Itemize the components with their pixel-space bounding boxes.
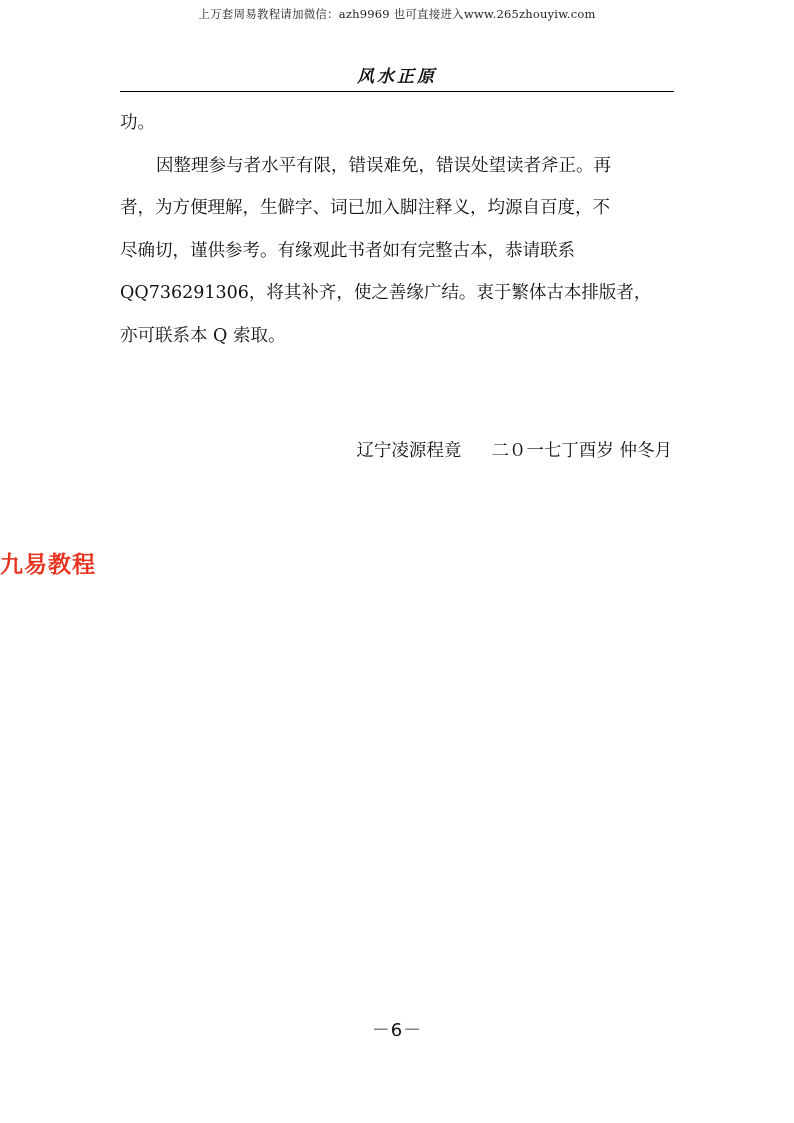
- page-number: －6－: [371, 1020, 423, 1041]
- signature-author: 辽宁凌源程竟: [356, 441, 462, 461]
- body-line: 功。: [120, 113, 155, 133]
- top-banner-ad-text: 上万套周易教程请加微信：azh9969 也可直接进入www.265zhouyiw.com: [198, 7, 596, 21]
- body-line: 因整理参与者水平有限，错误难免，错误处望读者斧正。再: [156, 155, 611, 176]
- body-line: 者，为方便理解，生僻字、词已加入脚注释义，均源自百度，不: [120, 198, 610, 218]
- signature-date: 二０一七丁酉岁 仲冬月: [491, 441, 672, 461]
- body-line: 亦可联系本 Q 索取。: [120, 325, 286, 346]
- body-line: 尽确切，谨供参考。有缘观此书者如有完整古本，恭请联系: [120, 240, 575, 261]
- watermark-logo-text: 九易教程: [0, 552, 96, 578]
- body-text: [120, 102, 676, 357]
- header-divider: [120, 91, 674, 92]
- body-line: QQ736291306，将其补齐，使之善缘广结。衷于繁体古本排版者，: [120, 283, 652, 303]
- signature-line: [120, 437, 672, 462]
- running-header-title: 风水正原: [357, 67, 437, 87]
